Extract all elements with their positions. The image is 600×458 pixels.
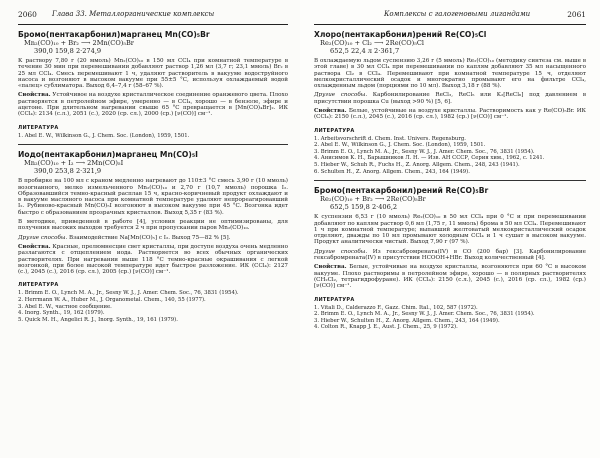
reference-item: 4. Inorg. Synth., 19, 162 (1979). [18, 310, 105, 317]
header-rule [18, 24, 288, 25]
molar-masses: 390,0 253,8 2·321,9 [34, 167, 102, 176]
reference-item: 1. Abel E. W., Wilkinson G., J. Chem. Soc. (London), 1959, 1501. [18, 132, 190, 139]
reference-item: 1. Vitali D., Calderazzo F., Gazz. Chim. Ital., 102, 587 (1972). [314, 304, 478, 311]
properties-paragraph [314, 108, 586, 121]
molar-masses: 652,5 159,8 2·406,2 [330, 203, 398, 212]
reference-item: 1. Arbeitsvorschrift d. Chem. Inst. Univers. Regensburg. [314, 135, 466, 142]
reference-item: 2. Brimm E. O., Lynch M. A., Jr., Sesny W. J., J. Amer. Chem. Soc., 76, 3831 (1954). [314, 311, 535, 318]
reference-item: 2. Herrmann W. A., Huber M., J. Organometal. Chem., 140, 55 (1977). [18, 297, 206, 304]
properties-label: Свойства. [18, 243, 51, 250]
reaction-equation: Re₂(CO)₁₀ + Cl₂ ⟶ 2Re(CO)₅Cl [320, 39, 425, 47]
other-methods-text: Карбонилирование ReCl₃, ReCl₅ или K₂[ReCl₆] под давлением в присутствии порошка Cu (выход >90 %) [5, 6]. [314, 92, 586, 105]
reference-item: 2. Abel E. W., Wilkinson G., J. Chem. Soc. (London), 1959, 1501. [314, 142, 486, 149]
reference-item: 4. Colton R., Knapp J. E., Aust. J. Chem., 25, 9 (1972). [314, 324, 458, 331]
reference-list [18, 290, 288, 323]
properties-paragraph [18, 244, 288, 275]
compound-title: Хлоро(пентакарбонил)рений Re(CO)₅Cl [314, 30, 487, 39]
other-methods-paragraph [314, 249, 586, 262]
properties-label: Свойства. [18, 92, 51, 99]
compound-title: Иодо(пентакарбонил)марганец Mn(CO)₅I [18, 150, 199, 160]
properties-paragraph [18, 92, 288, 117]
reference-item: 3. Abel E. W., частное сообщение. [18, 303, 112, 310]
reference-item: 6. Schulten H., Z. Anorg. Allgem. Chem., 243, 164 (1949). [314, 168, 470, 175]
reference-item: 1. Brimm E. O., Lynch M. A., Jr., Sesny W. J., J. Amer. Chem. Soc., 76, 3831 (1954). [18, 290, 239, 297]
other-methods-paragraph [314, 92, 586, 105]
other-methods-text: Из гексабромрената(IV) в CO (200 бар) [3]. Карбонилирование гексабромрената(IV) в присутствии HCOOH+HBr. Выход количественный [4]. [314, 248, 586, 262]
reference-item: 5. Hieber W., Schuh R., Fuchs H., Z. Anorg. Allgem. Chem., 248, 243 (1941). [314, 162, 520, 169]
other-methods-label: Другие способы. [314, 248, 368, 255]
header-rule [314, 24, 586, 25]
other-methods-paragraph [18, 235, 288, 241]
molar-masses: 652,5 22,4 л 2·361,7 [330, 47, 400, 55]
other-methods-label: Другие способы. [314, 92, 368, 99]
properties-text: Красные, прелюмнесцие свет кристаллы, при доступе воздуха очень медленно разлагаются с отщеплением иода. Растворяется во всех обычных органических растворителях. При нагревании выше 118 °С темно-красные окрашивания с легкой возгонкой, при более высокой температуре идет быстрое разложение. ИК (CCl₄): 2127 (с.), 2045 (с.), 2016 (ср. сл.), 2005 (ср.) [ν(CO)] см⁻¹. [18, 243, 289, 276]
literature-heading: ЛИТЕРАТУРА [18, 124, 59, 131]
compound-title: Бромо(пентакарбонил)марганец Mn(CO)₅Br [18, 30, 210, 39]
procedure-text: В пробирке на 100 мл с краном медленно нагревают до 110±3 °С смесь 3,90 г (10 ммоль) возогнанного, мелко измельченного Mn₂(CO)₁₀ и 2,70 г (10,7 ммоль) порошка I₂. Образовавшийся темно-красный расплав 15 ч, красно-коричневый продукт охлаждают и в вакууме масляного насоса при комнатной температуре удаляют непрореагировавший I₂. Рубиново-красный Mn(CO)₅I возгоняют в высоком вакууме при 45 °С. Возгонка идет быстро с образованием прозрачных кристаллов. Выход 5,35 г (83 %). [18, 178, 288, 216]
right-page [300, 0, 600, 458]
procedure-text: К раствору 7,80 г (20 ммоль) Mn₂(CO)₁₀ в 150 мл CCl₄ при комнатной температуре в течение 30 мин при перемешивании добавляют раствор 1,26 мл (3,7 г; 23,1 ммоль) Br₂ в 25 мл CCl₄. Смесь перемешивают 1 ч, удаляют растворитель в вакууме водоструйного насоса и возгоняют в высоком вакууме при 55±5 °С, используя охлаждаемый водой «палец» сублиматора. Выход 6,4–7,4 г (58–67 %). [18, 58, 288, 90]
properties-paragraph [314, 264, 586, 289]
reference-item: 3. Hieber W., Schulten H., Z. Anorg. Allgem. Chem., 243, 164 (1949). [314, 317, 500, 324]
reference-list [314, 305, 586, 331]
reaction-equation: Re₂(CO)₁₀ + Br₂ ⟶ 2Re(CO)₅Br [320, 195, 426, 204]
reference-list [314, 136, 586, 176]
procedure-text: К суспензии 6,53 г (10 ммоль) Re₂(CO)₁₀ в 50 мл CCl₄ при 0 °С и при перемешивании добавляют по каплям раствор 0,6 мл (1,75 г, 11 ммоль) брома в 50 мл CCl₄. Перемешивают 1 ч при комнатной температуре; выпавший желтоватый мелкокристаллический осадок отделяют, дважды по 10 мл промывают холодным CCl₄ и 1 ч сушат в высоком вакууме. Продукт аналитически чистый. Выход 7,90 г (97 %). [314, 214, 586, 246]
page-header [314, 0, 586, 24]
properties-text: Устойчивое на воздухе кристаллическое соединение оранжевого цвета. Плохо растворяется в петролейном эфире, умеренно — в CCl₄, хорошо — в бензоле, эфире и ацетоне. При длительном нагревании свыше 65 °С превращается в [Mn(CO)₄Br]₂. ИК (CCl₄): 2134 (с.л.), 2051 (с.), 2020 (ср. сл.), 2000 (ср.) [ν(CO)] см⁻¹. [18, 92, 289, 118]
literature-heading: ЛИТЕРАТУРА [314, 127, 355, 134]
other-methods-text: Взаимодействие Na[Mn(CO)₅] с I₂. Выход 75—82 % [5]. [69, 234, 231, 241]
running-head: Глава 33. Металлорганические комплексы [52, 10, 215, 18]
section-divider [18, 144, 288, 145]
procedure-text: В охлаждаемую льдом суспензию 3,26 г (5 ммоль) Re₂(CO)₁₀ (методику синтеза см. выше в этой главе) в 30 мл CCl₄ при перемешивании по каплям добавляют 35 мл насыщенного раствора Cl₂ в CCl₄. Перемешивают при комнатной температуре 15 ч, отделяют мелкокристаллический осадок и многократно промывают его на фильтре CCl₄, охлажденным льдом (порциями по 10 мл). Выход 3,18 г (88 %). [314, 58, 586, 90]
reference-list [18, 133, 288, 140]
procedure-note: В методике, приведенной в работе [4], условия реакции не оптимизированы, для получения высоких выходов требуется 2 ч при пропускании паров Mn₂(CO)₁₀. [18, 219, 288, 232]
literature-heading: ЛИТЕРАТУРА [314, 296, 355, 303]
reaction-equation: Mn₂(CO)₁₀ + I₂ ⟶ 2Mn(CO)₅I [24, 159, 124, 168]
compound-title: Бромо(пентакарбонил)рений Re(CO)₅Br [314, 186, 489, 196]
other-methods-label: Другие способы. [18, 234, 68, 241]
properties-text: Белые, устойчивые на воздухе кристаллы, возгоняются при 60 °С в высоком вакууме. Плохо растворимы в петролейном эфире, хорошо — в полярных растворителях (CH₂Cl₂, тетрагидрофуране). ИК (CCl₄): 2150 (с.л.), 2045 (с.), 2016 (ср. сл.), 1982 (ср.) [ν(CO)] см⁻¹. [314, 264, 587, 290]
properties-text: Белые, устойчивые на воздухе кристаллы. Растворимость как у Re(CO)₅Br. ИК (CCl₄): 2150 (с.л.), 2045 (с.), 2016 (ср. сл.), 1982 (ср.) [ν(CO)] см⁻¹. [314, 108, 587, 121]
section-divider [314, 180, 586, 181]
literature-heading: ЛИТЕРАТУРА [18, 282, 59, 289]
reaction-equation: Mn₂(CO)₁₀ + Br₂ ⟶ 2Mn(CO)₅Br [24, 39, 134, 47]
reference-item: 4. Анисимов К. Н., Барышников Л. Н. — Изв. АН СССР, Серия хим., 1962, с. 1241. [314, 155, 545, 162]
page-header [18, 0, 288, 24]
page-number: 2061 [567, 10, 586, 19]
reference-item: 5. Quick M. H., Angelici R. J., Inorg. Synth., 19, 161 (1979). [18, 316, 178, 323]
reference-item: 3. Brimm E. O., Lynch M. A., Jr., Sesny W. J., J. Amer. Chem. Soc., 76, 3831 (1954). [314, 148, 535, 155]
page-number: 2060 [18, 10, 37, 19]
running-head: Комплексы с галогеновыми лигандами [384, 10, 531, 18]
properties-label: Свойства. [314, 264, 347, 271]
molar-masses: 390,0 159,8 2·274,9 [34, 47, 102, 55]
properties-label: Свойства. [314, 108, 347, 115]
